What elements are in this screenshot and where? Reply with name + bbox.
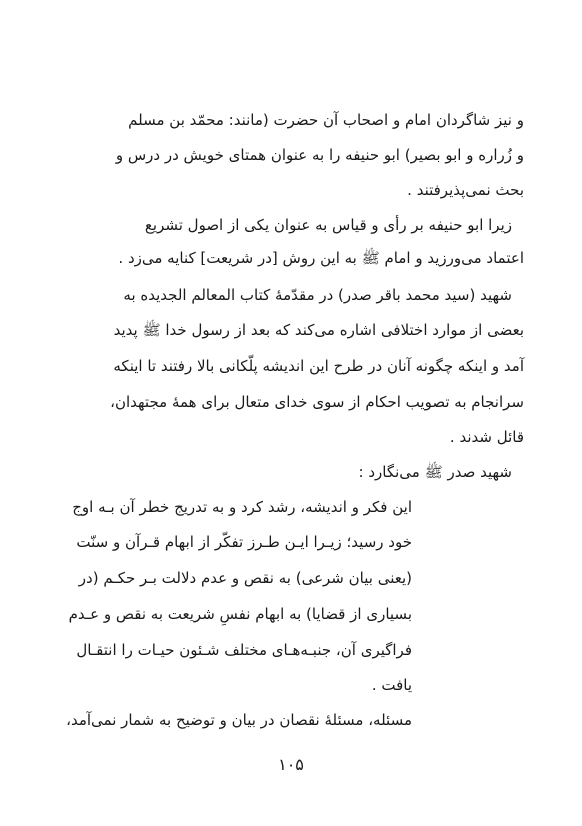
page-number: ۱۰۵ bbox=[278, 755, 304, 774]
quote-line-5: فراگیری آن، جنبـه‌هـای مختلف شـئون حیـات را انتقـال bbox=[76, 641, 412, 659]
paragraph-3-line-5: قائل شدند . bbox=[449, 428, 524, 446]
quote-line-7: مسئله، مسئلهٔ نقصان در بیان و توضیح به شمار نمی‌آمد، bbox=[66, 711, 412, 729]
paragraph-1-line-2: و زُراره و ابو بصیر) ابو حنیفه را به عنوان همتای خویش در درس و bbox=[115, 146, 524, 164]
quote-line-4: بسیاری از قضایا) به ابهام نفسِ شریعت به نقص و عـدم bbox=[68, 605, 412, 623]
paragraph-2-line-2: اعتماد می‌ورزید و امام ﷺ به این روش [در شریعت] کنایه می‌زد . bbox=[118, 249, 524, 267]
quote-line-3: (یعنی بیان شرعی) به نقص و عدم دلالت بـر حکـم (در bbox=[78, 569, 412, 587]
paragraph-3-line-1: شهید (سید محمد باقر صدر) در مقدّمهٔ کتاب المعالم الجدیده به bbox=[123, 286, 512, 304]
paragraph-3-line-2: بعضی از موارد اختلافی اشاره می‌کند که بعد از رسول خدا ﷺ پدید bbox=[113, 321, 524, 339]
paragraph-4-line-1: شهید صدر ﷺ می‌نگارد : bbox=[358, 463, 512, 481]
paragraph-2-line-1: زیرا ابو حنیفه بر رأی و قیاس به عنوان یکی از اصول تشریع bbox=[144, 216, 512, 234]
quote-line-1: این فکر و اندیشه، رشد کرد و به تدریج خطر آن بـه اوج bbox=[72, 498, 412, 516]
quote-line-2: خود رسید؛ زیـرا ایـن طـرز تفکّر از ابهام قـرآن و سنّت bbox=[76, 533, 412, 551]
paragraph-3-line-4: سرانجام به تصویب احکام از سوی خدای متعال برای همهٔ مجتهدان، bbox=[110, 393, 524, 411]
paragraph-1-line-1: و نیز شاگردان امام و اصحاب آن حضرت (مانند: محمّد بن مسلم bbox=[128, 111, 524, 129]
paragraph-3-line-3: آمد و اینکه چگونه آنان در طرح این اندیشه پلّکانی بالا رفتند تا اینکه bbox=[113, 357, 524, 375]
paragraph-1-line-3: بحث نمی‌پذیرفتند . bbox=[407, 181, 524, 199]
quote-line-6: یافت . bbox=[371, 676, 412, 694]
